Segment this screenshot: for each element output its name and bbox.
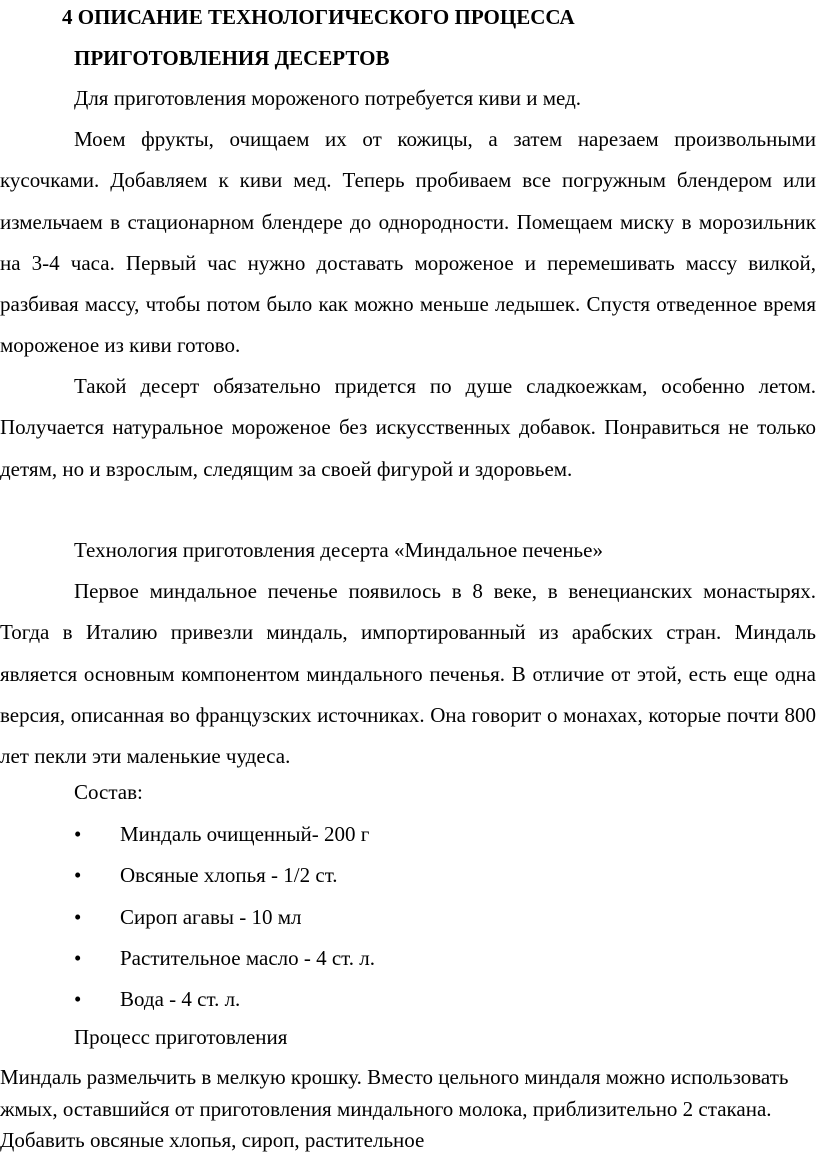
bullet-icon: • bbox=[74, 945, 82, 970]
paragraph-almond-cookie-title: Технология приготовления десерта «Миндальное печенье» bbox=[74, 538, 603, 562]
bullet-icon: • bbox=[74, 904, 82, 929]
paragraph-almond-history: Первое миндальное печенье появилось в 8 веке, в венецианских монастырях. Тогда в Италию привезли миндаль, импортированный из арабских стран. Миндаль является основным компонентом миндального печенья. В отличие от этой, есть еще одна версия, описанная во французских источниках. Она говорит о монахах, которые почти 800 лет пекли эти маленькие чудеса. bbox=[0, 579, 816, 769]
paragraph-dessert-benefits: Такой десерт обязательно придется по душе сладкоежкам, особенно летом. Получается натуральное мороженое без искусственных добавок. Понравиться не только детям, но и взрослым, следящим за своей фигурой и здоровьем. bbox=[0, 374, 816, 481]
composition-label: Состав: bbox=[74, 780, 143, 804]
bullet-icon: • bbox=[74, 863, 82, 888]
bullet-icon: • bbox=[74, 987, 82, 1012]
ingredient-text: Миндаль очищенный- 200 г bbox=[120, 822, 370, 846]
ingredient-text: Вода - 4 ст. л. bbox=[120, 987, 241, 1012]
section-heading-line-2: ПРИГОТОВЛЕНИЯ ДЕСЕРТОВ bbox=[74, 46, 390, 70]
ingredient-text: Овсяные хлопья - 1/2 ст. bbox=[120, 863, 338, 888]
ingredient-text: Растительное масло - 4 ст. л. bbox=[120, 945, 376, 970]
ingredient-text: Сироп агавы - 10 мл bbox=[120, 904, 302, 929]
paragraph-process-text: Миндаль размельчить в мелкую крошку. Вместо цельного миндаля можно использовать жмых, оставшийся от приготовления миндального молока, приблизительно 2 стакана. Добавить овсяные хлопья, сироп, растительное bbox=[0, 1065, 789, 1152]
section-heading-line-1: 4 ОПИСАНИЕ ТЕХНОЛОГИЧЕСКОГО ПРОЦЕССА bbox=[62, 5, 575, 29]
process-label: Процесс приготовления bbox=[74, 1025, 288, 1049]
bullet-icon: • bbox=[74, 822, 82, 846]
paragraph-ingredients-intro: Для приготовления мороженого потребуется киви и мед. bbox=[74, 86, 582, 110]
paragraph-kiwi-recipe: Моем фрукты, очищаем их от кожицы, а затем нарезаем произвольными кусочками. Добавляем к киви мед. Теперь пробиваем все погружным блендером или измельчаем в стационарном блендере до однородности. Помещаем миску в морозильник на 3-4 часа. Первый час нужно доставать мороженое и перемешивать массу вилкой, разбивая массу, чтобы потом было как можно меньше ледышек. Спустя отведенное время мороженое из киви готово. bbox=[0, 127, 816, 358]
